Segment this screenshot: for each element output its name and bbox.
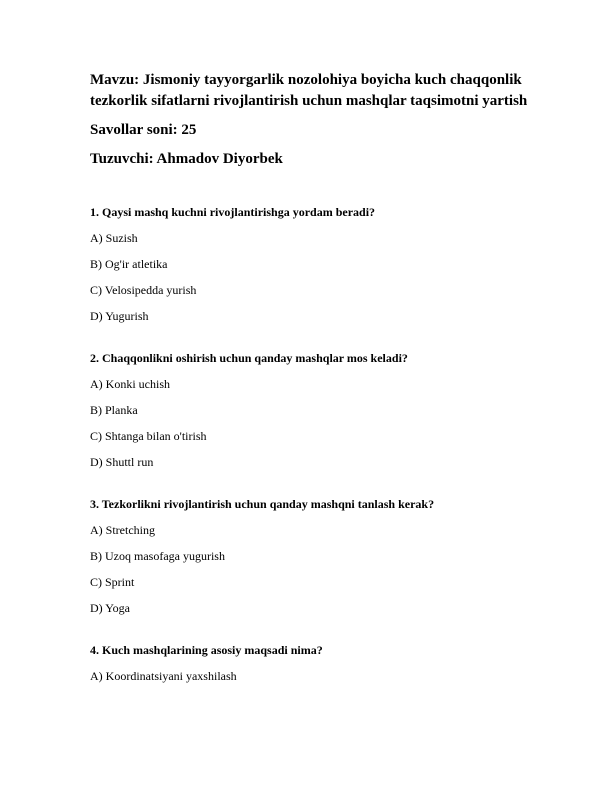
document-header: [90, 70, 530, 168]
question-list: [90, 205, 530, 695]
question-text: 3. Tezkorlikni rivojlantirish uchun qanday mashqni tanlash kerak?: [90, 497, 435, 511]
author-line: Tuzuvchi: Ahmadov Diyorbek: [90, 151, 283, 167]
question-3: [90, 497, 530, 615]
question-text: 4. Kuch mashqlarining asosiy maqsadi nima?: [90, 643, 323, 657]
answer-option-a: A) Stretching: [90, 523, 155, 537]
answer-option-c: C) Shtanga bilan o'tirish: [90, 429, 207, 443]
answer-option-c: C) Sprint: [90, 575, 135, 589]
answer-option-b: B) Planka: [90, 403, 138, 417]
question-text: 1. Qaysi mashq kuchni rivojlantirishga yordam beradi?: [90, 205, 376, 219]
document-title-line-1: Mavzu: Jismoniy tayyorgarlik nozolohiya boyicha kuch chaqqonlik: [90, 72, 522, 88]
answer-option-b: B) Uzoq masofaga yugurish: [90, 549, 225, 563]
answer-option-d: D) Yoga: [90, 601, 131, 615]
answer-option-b: B) Og'ir atletika: [90, 257, 168, 271]
question-1: [90, 205, 530, 323]
answer-option-a: A) Koordinatsiyani yaxshilash: [90, 669, 237, 683]
answer-option-a: A) Konki uchish: [90, 377, 170, 391]
answer-option-d: D) Shuttl run: [90, 455, 154, 469]
answer-option-a: A) Suzish: [90, 231, 138, 245]
question-2: [90, 351, 530, 469]
answer-option-d: D) Yugurish: [90, 309, 149, 323]
document-title-line-2: tezkorlik sifatlarni rivojlantirish uchun mashqlar taqsimotni yartish: [90, 93, 528, 109]
question-text: 2. Chaqqonlikni oshirish uchun qanday mashqlar mos keladi?: [90, 351, 408, 365]
question-count: Savollar soni: 25: [90, 122, 197, 138]
answer-option-c: C) Velosipedda yurish: [90, 283, 197, 297]
question-4: [90, 643, 530, 683]
